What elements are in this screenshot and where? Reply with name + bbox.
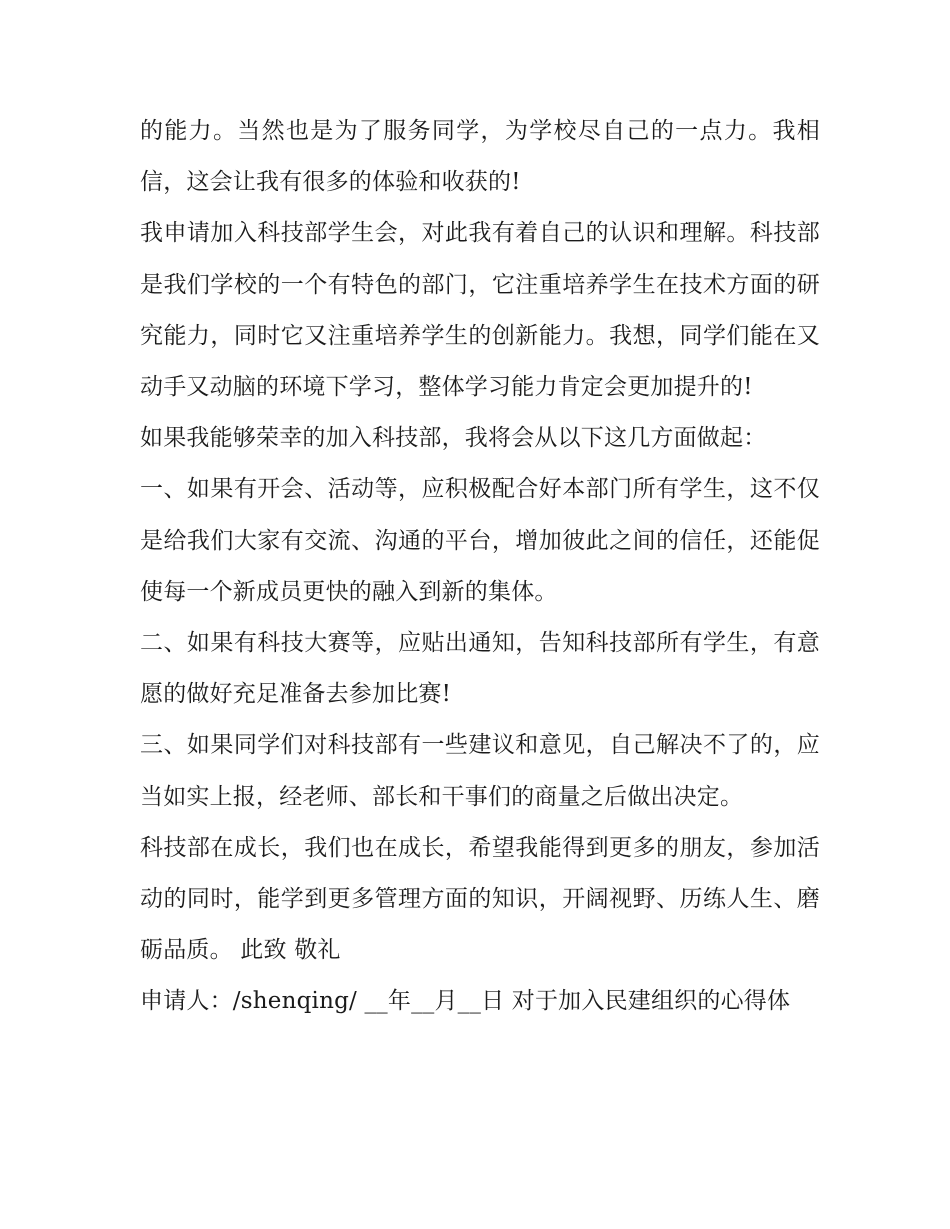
- paragraph-closing: 科技部在成长，我们也在成长，希望我能得到更多的朋友，参加活动的同时，能学到更多管理方面的知识，开阔视野、历练人生、磨砺品质。 此致 敬礼: [140, 834, 820, 964]
- paragraph-application-reason: 我申请加入科技部学生会，对此我有着自己的认识和理解。科技部是我们学校的一个有特色的部门，它注重培养学生在技术方面的研究能力，同时它又注重培养学生的创新能力。我想，同学们能在又动手又动脑的环境下学习，整体学习能力肯定会更加提升的!: [140, 220, 820, 401]
- paragraph-plan-intro: 如果我能够荣幸的加入科技部，我将会从以下这几方面做起：: [140, 425, 767, 452]
- paragraph-signature-line: 申请人：/shenqing/ __年__月__日 对于加入民建组织的心得体: [140, 988, 791, 1015]
- document-body: [140, 106, 820, 1028]
- paragraph-intro-continuation: 的能力。当然也是为了服务同学，为学校尽自己的一点力。我相信，这会让我有很多的体验和收获的!: [140, 118, 820, 196]
- paragraph-plan-item-2: 二、如果有科技大赛等，应贴出通知，告知科技部所有学生，有意愿的做好充足准备去参加比赛!: [140, 630, 820, 708]
- paragraph-plan-item-1: 一、如果有开会、活动等，应积极配合好本部门所有学生，这不仅是给我们大家有交流、沟通的平台，增加彼此之间的信任，还能促使每一个新成员更快的融入到新的集体。: [140, 476, 820, 605]
- paragraph-plan-item-3: 三、如果同学们对科技部有一些建议和意见，自己解决不了的，应当如实上报，经老师、部长和干事们的商量之后做出决定。: [140, 732, 820, 810]
